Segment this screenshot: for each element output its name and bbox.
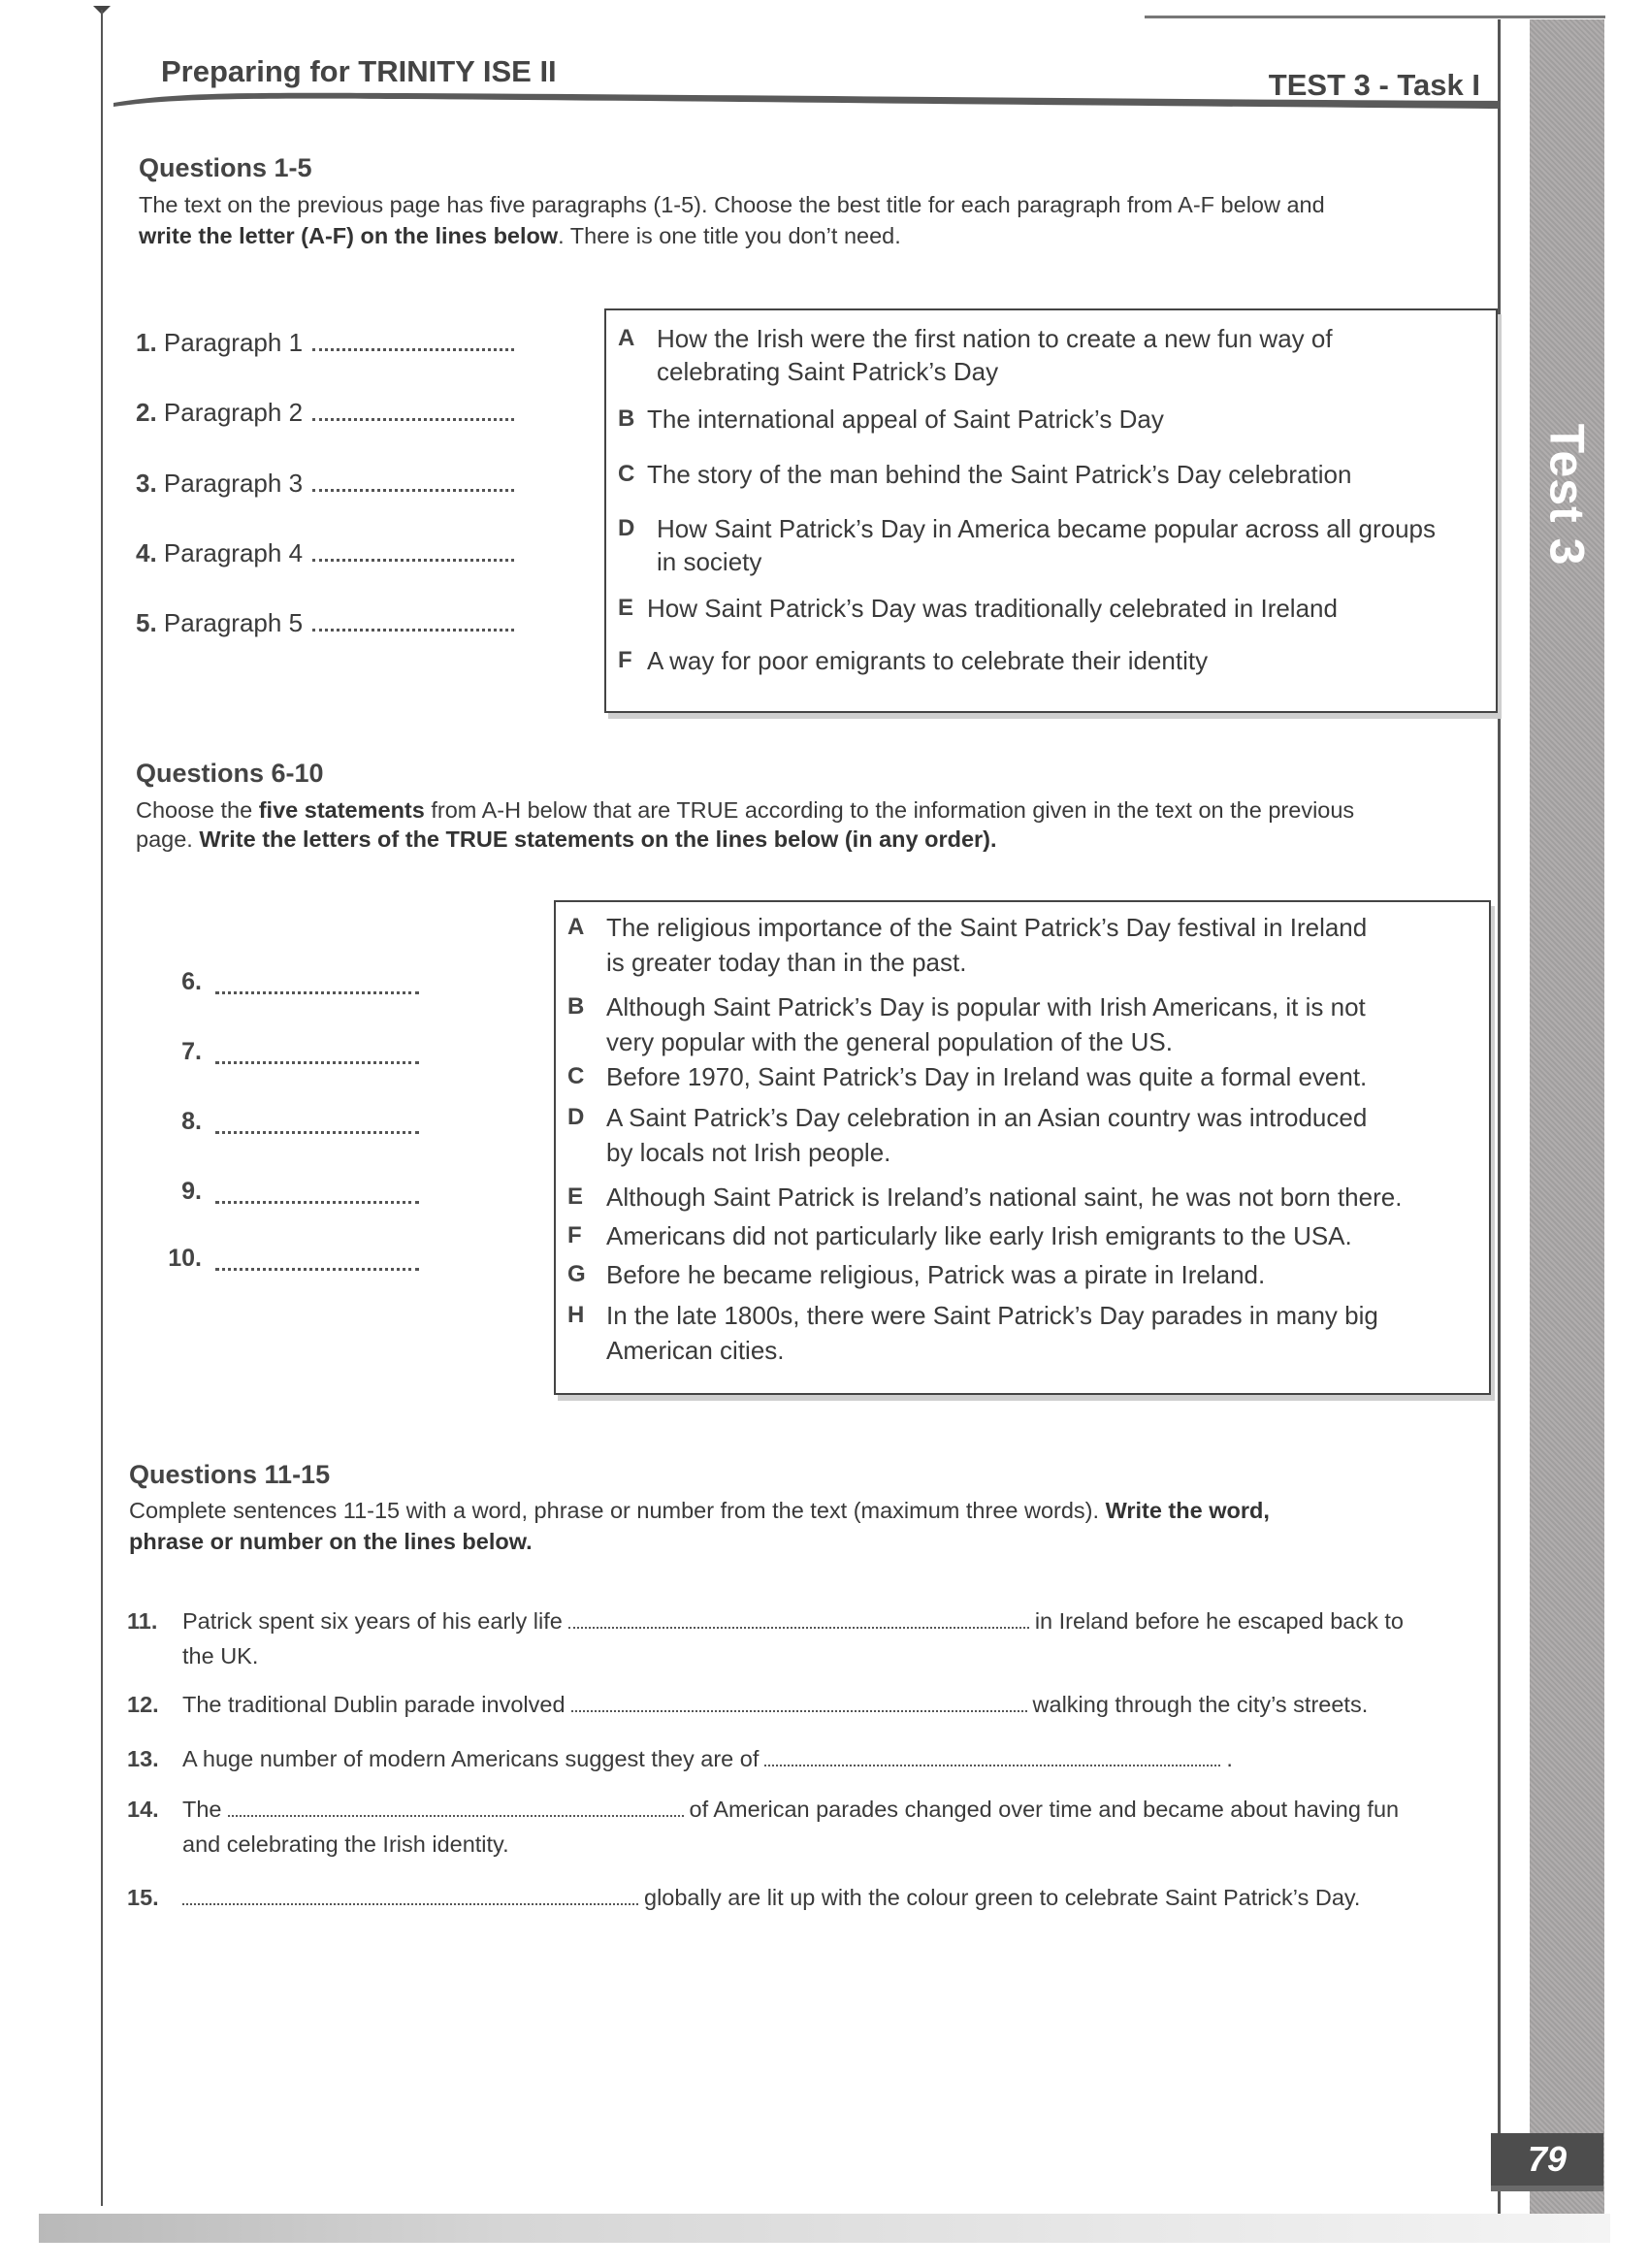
sentence-number: 11. bbox=[127, 1608, 158, 1634]
option-letter: H bbox=[567, 1302, 585, 1328]
statement-option bbox=[567, 1218, 1352, 1253]
title-option bbox=[618, 592, 1338, 625]
option-letter: B bbox=[567, 993, 585, 1020]
statement-option bbox=[567, 1059, 1367, 1094]
bottom-shadow-band bbox=[39, 2214, 1610, 2243]
s3-instr-bold1: Write the word, bbox=[1105, 1498, 1270, 1523]
option-text: Before he became religious, Patrick was a pirate in Ireland. bbox=[606, 1260, 1266, 1289]
title-option bbox=[618, 403, 1164, 436]
section1-instruction-line2 bbox=[139, 221, 901, 251]
statement-option bbox=[567, 1180, 1402, 1215]
section3-instruction-line1 bbox=[129, 1496, 1270, 1526]
page-number-box bbox=[1491, 2133, 1603, 2191]
sentence-line bbox=[182, 1688, 1368, 1721]
option-text: Before 1970, Saint Patrick’s Day in Ireland was quite a formal event. bbox=[606, 1062, 1368, 1091]
paragraph-label: Paragraph 2 bbox=[163, 398, 304, 427]
sentence-continuation: the UK. bbox=[182, 1643, 259, 1669]
option-text: A way for poor emigrants to celebrate their identity bbox=[647, 646, 1209, 675]
option-letter: F bbox=[567, 1222, 582, 1248]
option-letter: D bbox=[567, 1104, 585, 1130]
statement-option bbox=[567, 910, 1367, 980]
side-tab-text: Test 3 bbox=[1539, 423, 1595, 567]
statement-option bbox=[567, 1100, 1367, 1170]
answer-line[interactable] bbox=[215, 1268, 419, 1271]
answer-blank[interactable] bbox=[571, 1710, 1027, 1712]
option-text-cont: celebrating Saint Patrick’s Day bbox=[657, 357, 999, 386]
paragraph-label: Paragraph 3 bbox=[163, 469, 304, 498]
section2-instruction-line1 bbox=[136, 795, 1354, 826]
option-letter: B bbox=[618, 405, 635, 432]
paragraph-answer-row bbox=[136, 398, 514, 428]
answer-number: 6. bbox=[181, 968, 202, 995]
answer-blank[interactable] bbox=[568, 1627, 1029, 1629]
top-edge-rule bbox=[1145, 16, 1605, 18]
option-text: In the late 1800s, there were Saint Patrick’s Day parades in many big bbox=[606, 1301, 1378, 1330]
side-tab-band bbox=[1527, 19, 1604, 2233]
side-tab-label bbox=[1530, 407, 1604, 582]
sentence-number: 12. bbox=[127, 1692, 159, 1717]
title-option bbox=[618, 322, 1333, 388]
statement-option bbox=[567, 989, 1366, 1059]
answer-blank[interactable] bbox=[764, 1765, 1220, 1766]
left-margin-line bbox=[101, 10, 103, 2206]
page-number: 79 bbox=[1527, 2139, 1568, 2179]
option-letter: F bbox=[618, 647, 632, 673]
answer-line[interactable] bbox=[215, 1061, 419, 1064]
sentence-before: A huge number of modern Americans suggest they are of bbox=[182, 1746, 760, 1771]
header-book-title: TRINITY ISE II bbox=[358, 54, 557, 88]
answer-line[interactable] bbox=[312, 559, 514, 562]
paragraph-answer-row bbox=[136, 538, 514, 568]
option-text-cont: is greater today than in the past. bbox=[606, 948, 967, 977]
s2-instr-b: five statements bbox=[258, 797, 425, 823]
sentence-number: 15. bbox=[127, 1885, 159, 1910]
option-text-cont: American cities. bbox=[606, 1336, 785, 1365]
option-letter: G bbox=[567, 1261, 586, 1287]
sentence-line bbox=[182, 1793, 1399, 1826]
s3-instr-plain: Complete sentences 11-15 with a word, phrase or number from the text (maximum three words). bbox=[129, 1498, 1106, 1523]
answer-blank[interactable] bbox=[228, 1815, 684, 1817]
sentence-after: walking through the city’s streets. bbox=[1032, 1692, 1369, 1717]
option-text: How Saint Patrick’s Day in America became popular across all groups bbox=[657, 514, 1436, 543]
option-letter: C bbox=[618, 461, 635, 487]
answer-line[interactable] bbox=[312, 418, 514, 421]
sentence-after: . bbox=[1226, 1746, 1233, 1771]
option-text: Although Saint Patrick is Ireland’s national saint, he was not born there. bbox=[606, 1183, 1403, 1212]
option-text: Americans did not particularly like early Irish emigrants to the USA. bbox=[606, 1221, 1352, 1250]
answer-blank[interactable] bbox=[182, 1903, 638, 1905]
sentence-line bbox=[182, 1742, 1233, 1775]
option-letter: D bbox=[618, 515, 635, 541]
paragraph-label: Paragraph 1 bbox=[163, 328, 304, 357]
right-edge-rule bbox=[1498, 19, 1501, 2214]
section3-heading: Questions 11-15 bbox=[129, 1460, 331, 1489]
title-option bbox=[618, 512, 1436, 578]
statement-option bbox=[567, 1257, 1265, 1292]
answer-line[interactable] bbox=[215, 991, 419, 994]
option-letter: E bbox=[618, 595, 634, 621]
answer-line[interactable] bbox=[312, 348, 514, 351]
item-number: 5. bbox=[136, 608, 157, 637]
section1-instruction-bold: write the letter (A-F) on the lines below bbox=[139, 223, 559, 248]
answer-number: 10. bbox=[168, 1245, 202, 1272]
answer-line[interactable] bbox=[312, 629, 514, 632]
title-option bbox=[618, 644, 1208, 677]
header-swoosh-rule bbox=[113, 89, 1501, 111]
option-letter: A bbox=[618, 325, 635, 351]
option-text-cont: very popular with the general population of the US. bbox=[606, 1027, 1173, 1056]
option-letter: E bbox=[567, 1183, 584, 1210]
s2-instr-a: Choose the bbox=[136, 797, 259, 823]
option-text: The story of the man behind the Saint Patrick’s Day celebration bbox=[647, 460, 1352, 489]
section2-heading: Questions 6-10 bbox=[136, 759, 324, 788]
section3-instruction-line2 bbox=[129, 1527, 533, 1557]
sentence-line bbox=[182, 1881, 1360, 1914]
title-option bbox=[618, 458, 1351, 491]
section1-instruction-line1: The text on the previous page has five paragraphs (1-5). Choose the best title for each paragraph from A-F below and bbox=[139, 192, 1325, 217]
answer-number: 7. bbox=[181, 1038, 202, 1065]
s2-instr-e: Write the letters of the TRUE statements on the lines below (in any order). bbox=[199, 826, 997, 852]
section1-instruction-end: . There is one title you don’t need. bbox=[558, 223, 901, 248]
option-letter: A bbox=[567, 914, 585, 940]
s2-instr-d: page. bbox=[136, 826, 200, 852]
item-number: 1. bbox=[136, 328, 157, 357]
header-prefix: Preparing for bbox=[161, 54, 359, 88]
s3-instr-bold2: phrase or number on the lines below. bbox=[129, 1529, 533, 1554]
option-text: The international appeal of Saint Patrick’s Day bbox=[647, 405, 1164, 434]
sentence-continuation: and celebrating the Irish identity. bbox=[182, 1831, 509, 1857]
sentence-number: 13. bbox=[127, 1746, 159, 1771]
sentence-after: of American parades changed over time and became about having fun bbox=[689, 1797, 1400, 1822]
option-text: The religious importance of the Saint Patrick’s Day festival in Ireland bbox=[606, 913, 1368, 942]
running-header-task: TEST 3 - Task I bbox=[1268, 68, 1480, 102]
option-text: How the Irish were the first nation to create a new fun way of bbox=[657, 324, 1333, 353]
titles-box bbox=[604, 308, 1498, 713]
item-number: 2. bbox=[136, 398, 157, 427]
answer-line[interactable] bbox=[312, 489, 514, 492]
paragraph-answer-row bbox=[136, 608, 514, 638]
sentence-after: globally are lit up with the colour green to celebrate Saint Patrick’s Day. bbox=[644, 1885, 1361, 1910]
paragraph-answer-row bbox=[136, 469, 514, 499]
item-number: 4. bbox=[136, 538, 157, 567]
sentence-before: The bbox=[182, 1797, 222, 1822]
answer-line[interactable] bbox=[215, 1201, 419, 1204]
paragraph-label: Paragraph 5 bbox=[163, 608, 304, 637]
statement-option bbox=[567, 1298, 1378, 1368]
s2-instr-c: from A-H below that are TRUE according to the information given in the text on the previous bbox=[424, 797, 1355, 823]
option-text: How Saint Patrick’s Day was traditionally celebrated in Ireland bbox=[647, 594, 1338, 623]
statements-box bbox=[554, 900, 1491, 1395]
running-header-title bbox=[161, 54, 557, 89]
paragraph-label: Paragraph 4 bbox=[163, 538, 304, 567]
section1-heading: Questions 1-5 bbox=[139, 153, 312, 182]
option-text: A Saint Patrick’s Day celebration in an Asian country was introduced bbox=[606, 1103, 1368, 1132]
sentence-before: The traditional Dublin parade involved bbox=[182, 1692, 566, 1717]
item-number: 3. bbox=[136, 469, 157, 498]
sentence-line bbox=[182, 1604, 1404, 1637]
option-text-cont: by locals not Irish people. bbox=[606, 1138, 891, 1167]
option-text-cont: in society bbox=[657, 547, 762, 576]
paragraph-answer-row bbox=[136, 328, 514, 358]
option-text: Although Saint Patrick’s Day is popular with Irish Americans, it is not bbox=[606, 992, 1366, 1021]
section2-instruction-line2 bbox=[136, 825, 997, 855]
sentence-before: Patrick spent six years of his early life bbox=[182, 1608, 563, 1634]
answer-number: 8. bbox=[181, 1108, 202, 1135]
sentence-number: 14. bbox=[127, 1797, 159, 1822]
answer-line[interactable] bbox=[215, 1131, 419, 1134]
answer-number: 9. bbox=[181, 1178, 202, 1205]
sentence-after: in Ireland before he escaped back to bbox=[1034, 1608, 1404, 1634]
option-letter: C bbox=[567, 1063, 585, 1089]
